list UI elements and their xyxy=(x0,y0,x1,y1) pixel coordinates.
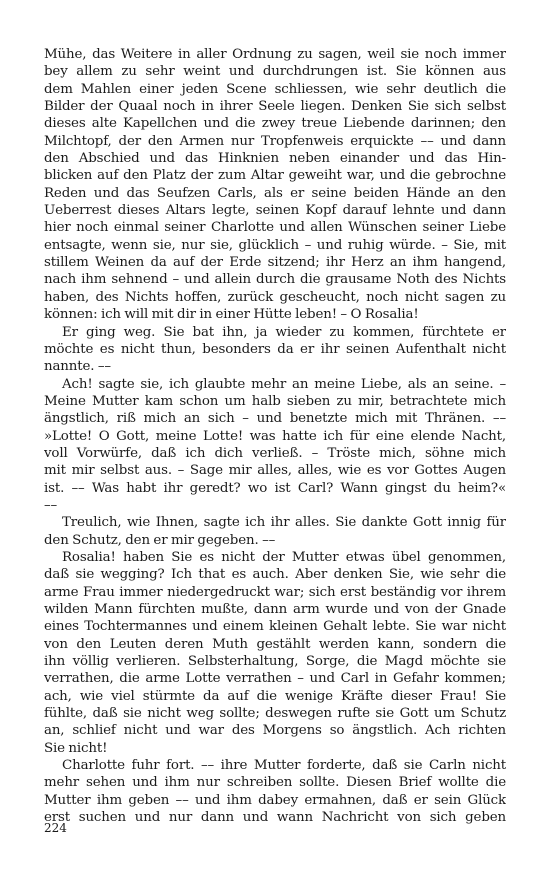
text-line: den Abschied und das Hinknien neben einander und das Hin- xyxy=(44,151,506,167)
text-line: fühlte, daß sie nicht weg sollte; deswegen rufte sie Gott um Schutz xyxy=(44,706,506,722)
text-line: Mühe, das Weitere in aller Ordnung zu sagen, weil sie noch immer xyxy=(44,47,506,62)
text-line: dem Mahlen einer jeden Scene schliessen, wie sehr deutlich die xyxy=(44,81,506,97)
text-line: mit mir selbst aus. – Sage mir alles, alles, wie es vor Gottes Augen xyxy=(44,463,506,479)
text-line: dieses alte Kapellchen und die zwey treue Liebende darinnen; den xyxy=(44,116,506,132)
text-line: blicken auf den Platz der zum Altar geweiht war, und die gebrochne xyxy=(44,168,506,184)
text-line: wilden Mann fürchten mußte, dann arm wurde und von der Gnade xyxy=(44,602,506,617)
text-line: Er ging weg. Sie bat ihn, ja wieder zu kommen, fürchtete er xyxy=(62,324,506,340)
text-line: hier noch einmal seiner Charlotte und allen Wünschen seiner Liebe xyxy=(44,220,506,236)
text-line: können: ich will mit dir in einer Hütte leben! – O Rosalia! xyxy=(44,307,419,323)
paragraph xyxy=(44,324,506,376)
text-line: verrathen, die arme Lotte verrathen – und Carl in Gefahr kommen; xyxy=(44,671,506,687)
text-line: möchte es nicht thun, besonders da er ihr seinen Aufenthalt nicht xyxy=(44,341,506,357)
text-line: Reden und das Seufzen Carls, als er seine beiden Hände an den xyxy=(44,185,506,201)
text-line: arme Frau immer niedergedruckt war; sich erst beständig vor ihrem xyxy=(44,584,506,600)
text-line: stillem Weinen da auf der Erde sitzend; ihr Herz an ihm hangend, xyxy=(44,255,506,271)
paragraph xyxy=(44,549,506,757)
text-line: nach ihm sehnend – und allein durch die grausame Noth des Nichts xyxy=(44,272,506,288)
text-line: entsagte, wenn sie, nur sie, glücklich – und ruhig würde. – Sie, mit xyxy=(44,237,506,253)
text-line: Sie nicht! xyxy=(44,740,108,756)
text-line: den Schutz, den er mir gegeben. –– xyxy=(44,532,276,548)
text-line: »Lotte! O Gott, meine Lotte! was hatte ich für eine elende Nacht, xyxy=(44,428,506,444)
page-body xyxy=(44,46,506,826)
text-line: mehr sehen und ihm nur schreiben sollte. Diesen Brief wollte die xyxy=(44,775,506,791)
text-line: Meine Mutter kam schon um halb sieben zu mir, betrachtete mich xyxy=(44,393,506,409)
text-line: voll Vorwürfe, daß ich dich verließ. – Tröste mich, söhne mich xyxy=(44,445,506,461)
text-line: eines Tochtermannes und einem kleinen Gehalt lebte. Sie war nicht xyxy=(44,619,506,635)
text-line: an, schlief nicht und war des Morgens so ängstlich. Ach richten xyxy=(44,723,506,739)
paragraph xyxy=(44,514,506,549)
text-line: Mutter ihm geben –– und ihm dabey ermahnen, daß er sein Glück xyxy=(44,792,506,808)
text-line: Rosalia! haben Sie es nicht der Mutter etwas übel genommen, xyxy=(62,549,506,565)
text-line: ist. –– Was habt ihr geredt? wo ist Carl? Wann gingst du heim?« xyxy=(44,480,506,496)
text-line: –– xyxy=(44,497,58,513)
page-number: 224 xyxy=(44,821,67,835)
text-line: Ach! sagte sie, ich glaubte mehr an meine Liebe, als an seine. – xyxy=(62,376,506,392)
text-line: nannte. –– xyxy=(44,359,111,375)
paragraph xyxy=(44,46,506,324)
text-line: ihn völlig verlieren. Selbsterhaltung, Sorge, die Magd möchte sie xyxy=(44,654,506,670)
text-line: daß sie wegging? Ich that es auch. Aber denken Sie, wie sehr die xyxy=(44,567,506,583)
text-line: von den Leuten deren Muth gestählt werden kann, sondern die xyxy=(44,636,506,652)
text-line: erst suchen und nur dann und wann Nachricht von sich geben xyxy=(44,810,506,826)
text-line: ach, wie viel stürmte da auf die wenige Kräfte dieser Frau! Sie xyxy=(44,688,506,704)
text-line: Bilder der Quaal noch in ihrer Seele liegen. Denken Sie sich selbst xyxy=(44,99,506,115)
text-line: Charlotte fuhr fort. –– ihre Mutter forderte, daß sie Carln nicht xyxy=(62,758,506,774)
text-line: ängstlich, riß mich an sich – und benetzte mich mit Thränen. –– xyxy=(44,411,506,427)
text-line: bey allem zu sehr weint und durchdrungen ist. Sie können aus xyxy=(44,64,506,80)
text-line: Ueberrest dieses Altars legte, seinen Kopf darauf lehnte und dann xyxy=(44,203,506,219)
paragraph xyxy=(44,757,506,826)
paragraph xyxy=(44,376,506,515)
text-line: Treulich, wie Ihnen, sagte ich ihr alles. Sie dankte Gott innig für xyxy=(62,515,506,531)
text-line: Milchtopf, der den Armen nur Tropfenweis erquickte –– und dann xyxy=(44,133,506,149)
text-line: haben, des Nichts hoffen, zurück gescheucht, noch nicht sagen zu xyxy=(44,289,506,305)
